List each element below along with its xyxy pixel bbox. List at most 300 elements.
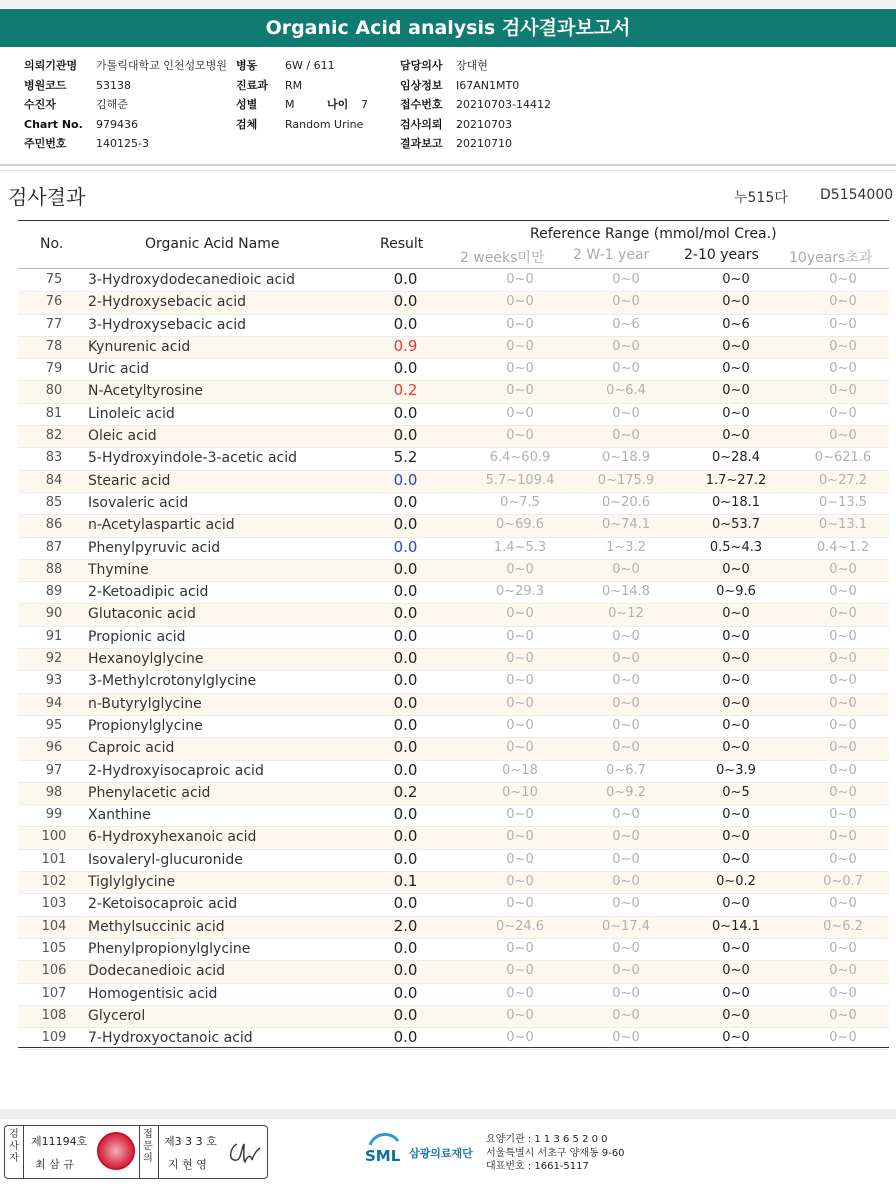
organic-acid-name: 2-Ketoisocaproic acid bbox=[88, 896, 238, 913]
info-label: 결과보고 bbox=[400, 137, 443, 150]
info-value: 가톨릭대학교 인천성모병원 bbox=[96, 59, 228, 72]
info-value: 장대현 bbox=[456, 59, 488, 72]
range-under-2-weeks: 0~0 bbox=[506, 628, 534, 644]
range-over-10y: 0~0 bbox=[829, 338, 857, 354]
row-number: 81 bbox=[45, 405, 63, 421]
organic-acid-name: Propionylglycine bbox=[88, 717, 203, 734]
info-row bbox=[24, 115, 227, 135]
header-result: Result bbox=[380, 236, 424, 252]
info-label: 병원코드 bbox=[24, 78, 67, 92]
table-row bbox=[18, 404, 889, 426]
range-under-2-weeks: 0~0 bbox=[506, 294, 534, 310]
table-row bbox=[18, 582, 889, 604]
table-row bbox=[18, 560, 889, 582]
table-row bbox=[18, 1006, 889, 1028]
range-over-10y: 0~13.5 bbox=[818, 494, 868, 510]
range-2-10y: 0~0 bbox=[722, 717, 750, 733]
row-number: 99 bbox=[45, 807, 63, 823]
top-band bbox=[0, 0, 896, 8]
range-under-2-weeks: 0~0 bbox=[506, 428, 534, 444]
range-over-10y: 0~0 bbox=[829, 294, 857, 310]
range-under-2-weeks: 0~0 bbox=[506, 383, 534, 399]
range-over-10y: 0~0 bbox=[829, 1030, 857, 1046]
divider bbox=[0, 170, 896, 171]
range-over-10y: 0~0 bbox=[829, 851, 857, 867]
table-row bbox=[18, 694, 889, 716]
result-value: 0.0 bbox=[393, 983, 418, 1002]
range-under-2-weeks: 0~10 bbox=[502, 784, 538, 800]
patient-info-col3 bbox=[400, 56, 551, 154]
range-2w-1y: 0~0 bbox=[612, 963, 640, 979]
result-value: 0.0 bbox=[393, 827, 418, 846]
result-value: 0.2 bbox=[393, 381, 418, 400]
result-value: 0.0 bbox=[393, 894, 418, 913]
range-2w-1y: 0~0 bbox=[612, 695, 640, 711]
footer-band bbox=[0, 1109, 896, 1119]
signer2-role: 접문의 bbox=[143, 1129, 153, 1164]
row-number: 83 bbox=[45, 450, 63, 466]
info-label: 의뢰기관명 bbox=[24, 59, 78, 72]
result-value: 0.0 bbox=[393, 582, 418, 601]
range-2w-1y: 0~6.4 bbox=[606, 383, 646, 399]
table-row bbox=[18, 649, 889, 671]
table-row bbox=[18, 984, 889, 1006]
range-under-2-weeks: 0~0 bbox=[506, 651, 534, 667]
range-2w-1y: 0~0 bbox=[612, 673, 640, 689]
range-over-10y: 0~0 bbox=[829, 717, 857, 733]
table-row bbox=[18, 627, 889, 649]
range-2w-1y: 0~0 bbox=[612, 561, 640, 577]
range-over-10y: 0~621.6 bbox=[814, 450, 872, 466]
range-over-10y: 0~0 bbox=[829, 651, 857, 667]
range-2w-1y: 0~0 bbox=[612, 985, 640, 1001]
range-2w-1y: 0~0 bbox=[612, 338, 640, 354]
info-value: I67AN1MT0 bbox=[456, 78, 520, 92]
range-2-10y: 0~14.1 bbox=[711, 918, 761, 934]
range-under-2-weeks: 0~0 bbox=[506, 1030, 534, 1046]
result-value: 0.0 bbox=[393, 626, 418, 645]
range-under-2-weeks: 0~24.6 bbox=[495, 918, 545, 934]
range-2w-1y: 0~17.4 bbox=[601, 918, 651, 934]
table-row bbox=[18, 872, 889, 894]
result-value: 0.0 bbox=[393, 715, 418, 734]
info-label: 병동 bbox=[236, 59, 258, 72]
range-2w-1y: 0~0 bbox=[612, 651, 640, 667]
range-2w-1y: 0~175.9 bbox=[597, 472, 655, 488]
organic-acid-name: N-Acetyltyrosine bbox=[88, 383, 203, 400]
organic-acid-name: 2-Hydroxyisocaproic acid bbox=[88, 762, 264, 779]
range-under-2-weeks: 0~0 bbox=[506, 561, 534, 577]
range-under-2-weeks: 0~0 bbox=[506, 807, 534, 823]
range-under-2-weeks: 0~0 bbox=[506, 829, 534, 845]
row-number: 94 bbox=[45, 695, 63, 711]
info-value: M bbox=[285, 98, 295, 111]
range-2-10y: 0~0 bbox=[722, 1030, 750, 1046]
range-over-10y: 0~0 bbox=[829, 673, 857, 689]
result-value: 5.2 bbox=[393, 448, 418, 467]
range-2w-1y: 0~0 bbox=[612, 851, 640, 867]
row-number: 76 bbox=[45, 294, 63, 310]
patient-info-col1 bbox=[24, 56, 227, 154]
range-2-10y: 0.5~4.3 bbox=[709, 539, 763, 555]
range-2w-1y: 0~0 bbox=[612, 740, 640, 756]
range-over-10y: 0~0 bbox=[829, 896, 857, 912]
range-under-2-weeks: 0~0 bbox=[506, 740, 534, 756]
range-2w-1y: 0~0 bbox=[612, 272, 640, 287]
organic-acid-name: n-Acetylaspartic acid bbox=[88, 517, 235, 534]
row-number: 106 bbox=[41, 963, 67, 979]
range-under-2-weeks: 0~0 bbox=[506, 963, 534, 979]
table-row bbox=[18, 961, 889, 983]
organic-acid-name: Homogentisic acid bbox=[88, 985, 218, 1002]
organic-acid-name: Linoleic acid bbox=[88, 405, 175, 422]
info-row bbox=[236, 76, 368, 96]
table-row bbox=[18, 315, 889, 337]
header-reference: Reference Range (mmol/mol Crea.) bbox=[530, 226, 777, 242]
range-2-10y: 0~0 bbox=[722, 428, 750, 444]
signer2-name: 지 현 영 bbox=[168, 1158, 207, 1171]
range-under-2-weeks: 0~7.5 bbox=[500, 494, 540, 510]
result-value: 0.0 bbox=[393, 1028, 418, 1047]
info-row bbox=[24, 76, 227, 96]
info-value: 20210703 bbox=[456, 117, 512, 131]
range-2-10y: 0~0 bbox=[722, 1007, 750, 1023]
range-under-2-weeks: 0~0 bbox=[506, 940, 534, 956]
info-value: RM bbox=[285, 78, 303, 92]
sml-logo-icon bbox=[364, 1131, 404, 1171]
row-number: 105 bbox=[41, 940, 67, 956]
range-2w-1y: 0~0 bbox=[612, 361, 640, 377]
organic-acid-name: Dodecanedioic acid bbox=[88, 963, 226, 980]
range-2-10y: 0~0 bbox=[722, 405, 750, 421]
row-number: 87 bbox=[45, 539, 63, 555]
table-row bbox=[18, 894, 889, 916]
range-2-10y: 0~0 bbox=[722, 673, 750, 689]
organic-acid-name: 3-Methylcrotonylglycine bbox=[88, 673, 257, 690]
range-over-10y: 0~6.2 bbox=[823, 918, 863, 934]
result-value: 0.0 bbox=[393, 492, 418, 511]
table-row bbox=[18, 671, 889, 693]
range-over-10y: 0~0 bbox=[829, 316, 857, 332]
organic-acid-name: Glycerol bbox=[88, 1007, 146, 1024]
range-2w-1y: 0~74.1 bbox=[601, 517, 651, 533]
range-2-10y: 0~3.9 bbox=[716, 762, 756, 778]
range-over-10y: 0~0 bbox=[829, 383, 857, 399]
info-value: Random Urine bbox=[285, 117, 364, 131]
row-number: 86 bbox=[45, 517, 63, 533]
result-value: 0.0 bbox=[393, 693, 418, 712]
info-value: 김해준 bbox=[96, 98, 128, 111]
range-2-10y: 0~0 bbox=[722, 361, 750, 377]
info-value: 20210703-14412 bbox=[456, 98, 551, 111]
table-row bbox=[18, 783, 889, 805]
address-line: 대표번호 : 1661-5117 bbox=[486, 1161, 589, 1172]
range-2-10y: 0~0 bbox=[722, 896, 750, 912]
signature-icon bbox=[225, 1138, 263, 1168]
organization-name: 삼광의료재단 bbox=[409, 1147, 473, 1160]
range-2-10y: 0~0 bbox=[722, 628, 750, 644]
result-value: 0.0 bbox=[393, 1005, 418, 1024]
header-name: Organic Acid Name bbox=[145, 236, 280, 252]
divider bbox=[139, 1126, 140, 1178]
result-value: 0.0 bbox=[393, 805, 418, 824]
header-range-1: 2 weeks미만 bbox=[460, 250, 545, 266]
range-2w-1y: 0~12 bbox=[608, 606, 644, 622]
range-over-10y: 0~0 bbox=[829, 695, 857, 711]
range-2-10y: 0~0 bbox=[722, 383, 750, 399]
result-value: 0.0 bbox=[393, 938, 418, 957]
row-number: 91 bbox=[45, 628, 63, 644]
range-2-10y: 0~0 bbox=[722, 338, 750, 354]
organic-acid-name: Xanthine bbox=[88, 807, 151, 824]
range-under-2-weeks: 0~0 bbox=[506, 272, 534, 287]
range-over-10y: 0~0 bbox=[829, 829, 857, 845]
table-row bbox=[18, 604, 889, 626]
result-value: 0.0 bbox=[393, 403, 418, 422]
row-number: 82 bbox=[45, 428, 63, 444]
range-2w-1y: 0~0 bbox=[612, 829, 640, 845]
row-number: 103 bbox=[41, 896, 67, 912]
organic-acid-name: Kynurenic acid bbox=[88, 338, 191, 355]
organic-acid-name: Tiglylglycine bbox=[88, 874, 176, 891]
result-value: 0.2 bbox=[393, 782, 418, 801]
info-label: 주민번호 bbox=[24, 137, 67, 150]
result-value: 0.9 bbox=[393, 336, 418, 355]
range-2-10y: 0~53.7 bbox=[711, 517, 761, 533]
info-row bbox=[400, 56, 551, 76]
divider bbox=[158, 1126, 159, 1178]
result-value: 0.0 bbox=[393, 604, 418, 623]
info-value: 53138 bbox=[96, 78, 131, 92]
range-2-10y: 0~18.1 bbox=[711, 494, 761, 510]
range-under-2-weeks: 1.4~5.3 bbox=[493, 539, 547, 555]
table-row bbox=[18, 850, 889, 872]
range-2-10y: 0~0 bbox=[722, 829, 750, 845]
range-2w-1y: 0~20.6 bbox=[601, 494, 651, 510]
table-row bbox=[18, 515, 889, 537]
range-over-10y: 0~0 bbox=[829, 807, 857, 823]
range-over-10y: 0~0 bbox=[829, 361, 857, 377]
row-number: 97 bbox=[45, 762, 63, 778]
range-under-2-weeks: 0~0 bbox=[506, 1007, 534, 1023]
row-number: 96 bbox=[45, 740, 63, 756]
range-2w-1y: 0~0 bbox=[612, 717, 640, 733]
range-2-10y: 0~0 bbox=[722, 807, 750, 823]
result-value: 0.0 bbox=[393, 671, 418, 690]
row-number: 102 bbox=[41, 874, 67, 890]
table-row bbox=[18, 381, 889, 403]
age-label: 나이 bbox=[327, 98, 349, 111]
patient-info-col2 bbox=[236, 56, 368, 134]
organic-acid-name: 2-Ketoadipic acid bbox=[88, 584, 209, 601]
row-number: 78 bbox=[45, 338, 63, 354]
range-2-10y: 0~0 bbox=[722, 272, 750, 287]
report-title: Organic Acid analysis 검사결과보고서 bbox=[0, 9, 896, 47]
info-row bbox=[24, 134, 227, 154]
range-2w-1y: 0~0 bbox=[612, 1007, 640, 1023]
row-number: 85 bbox=[45, 494, 63, 510]
range-under-2-weeks: 6.4~60.9 bbox=[489, 450, 551, 466]
code-label: D5154000 bbox=[820, 187, 894, 203]
range-over-10y: 0~13.1 bbox=[818, 517, 868, 533]
table-row bbox=[18, 761, 889, 783]
info-row bbox=[24, 56, 227, 76]
result-value: 0.0 bbox=[393, 470, 418, 489]
logo-mark: SML bbox=[365, 1147, 401, 1165]
info-row bbox=[236, 56, 368, 76]
range-2-10y: 0~0 bbox=[722, 651, 750, 667]
range-2w-1y: 0~9.2 bbox=[606, 784, 646, 800]
result-value: 0.1 bbox=[393, 872, 418, 891]
organic-acid-name: Oleic acid bbox=[88, 428, 157, 445]
range-2-10y: 0~0 bbox=[722, 695, 750, 711]
signer1-name: 최 삼 규 bbox=[35, 1158, 74, 1171]
row-number: 108 bbox=[41, 1007, 67, 1023]
table-row bbox=[18, 337, 889, 359]
range-under-2-weeks: 0~69.6 bbox=[495, 517, 545, 533]
result-value: 0.0 bbox=[393, 426, 418, 445]
range-2w-1y: 0~0 bbox=[612, 405, 640, 421]
range-2w-1y: 0~6 bbox=[612, 316, 640, 332]
table-row bbox=[18, 270, 889, 292]
table-bottom-rule bbox=[18, 1047, 889, 1048]
table-row bbox=[18, 426, 889, 448]
range-under-2-weeks: 0~18 bbox=[502, 762, 538, 778]
range-2-10y: 0~0.2 bbox=[716, 874, 756, 890]
table-row bbox=[18, 493, 889, 515]
organic-acid-name: 7-Hydroxyoctanoic acid bbox=[88, 1030, 253, 1047]
range-2w-1y: 0~0 bbox=[612, 874, 640, 890]
range-under-2-weeks: 0~0 bbox=[506, 316, 534, 332]
range-2w-1y: 0~14.8 bbox=[601, 584, 651, 600]
organic-acid-name: Thymine bbox=[88, 561, 149, 578]
range-under-2-weeks: 0~0 bbox=[506, 338, 534, 354]
info-label: 검체 bbox=[236, 117, 258, 131]
row-number: 90 bbox=[45, 606, 63, 622]
info-label: 수진자 bbox=[24, 98, 56, 111]
result-value: 0.0 bbox=[393, 292, 418, 311]
range-2-10y: 0~9.6 bbox=[716, 584, 756, 600]
range-under-2-weeks: 0~0 bbox=[506, 896, 534, 912]
info-row bbox=[400, 115, 551, 135]
row-number: 80 bbox=[45, 383, 63, 399]
range-under-2-weeks: 0~0 bbox=[506, 985, 534, 1001]
range-2w-1y: 0~0 bbox=[612, 896, 640, 912]
organic-acid-name: n-Butyrylglycine bbox=[88, 695, 202, 712]
range-under-2-weeks: 0~0 bbox=[506, 874, 534, 890]
signer2-license: 제3 3 3 호 bbox=[164, 1135, 217, 1148]
info-row bbox=[400, 95, 551, 115]
info-label: 임상정보 bbox=[400, 78, 443, 92]
result-value: 0.0 bbox=[393, 738, 418, 757]
range-2w-1y: 1~3.2 bbox=[606, 539, 646, 555]
range-over-10y: 0~0 bbox=[829, 272, 857, 287]
info-row bbox=[236, 95, 368, 115]
range-over-10y: 0~0 bbox=[829, 784, 857, 800]
range-over-10y: 0~0 bbox=[829, 762, 857, 778]
range-over-10y: 0~0 bbox=[829, 1007, 857, 1023]
row-number: 79 bbox=[45, 361, 63, 377]
table-row bbox=[18, 538, 889, 560]
organic-acid-name: Uric acid bbox=[88, 361, 150, 378]
range-under-2-weeks: 0~0 bbox=[506, 695, 534, 711]
organic-acid-name: Stearic acid bbox=[88, 472, 171, 489]
table-row bbox=[18, 827, 889, 849]
info-label: Chart No. bbox=[24, 117, 83, 131]
result-value: 0.0 bbox=[393, 537, 418, 556]
table-row bbox=[18, 738, 889, 760]
range-over-10y: 0~0 bbox=[829, 428, 857, 444]
info-row bbox=[400, 134, 551, 154]
range-over-10y: 0~0 bbox=[829, 940, 857, 956]
table-top-rule bbox=[18, 220, 889, 221]
organic-acid-name: Caproic acid bbox=[88, 740, 175, 757]
organization-address bbox=[486, 1133, 625, 1174]
range-under-2-weeks: 0~29.3 bbox=[495, 584, 545, 600]
results-table-body bbox=[18, 270, 889, 1050]
range-under-2-weeks: 0~0 bbox=[506, 673, 534, 689]
header-range-3: 2-10 years bbox=[684, 247, 759, 263]
age-value: 7 bbox=[361, 98, 368, 111]
range-2w-1y: 0~6.7 bbox=[606, 762, 646, 778]
result-value: 0.0 bbox=[393, 515, 418, 534]
result-value: 0.0 bbox=[393, 359, 418, 378]
range-over-10y: 0~0 bbox=[829, 561, 857, 577]
info-row bbox=[236, 115, 368, 135]
table-row bbox=[18, 448, 889, 470]
row-number: 101 bbox=[41, 851, 67, 867]
code-label: 누515다 bbox=[734, 190, 788, 206]
organic-acid-name: 3-Hydroxydodecanedioic acid bbox=[88, 272, 295, 288]
range-over-10y: 0~0 bbox=[829, 405, 857, 421]
range-2-10y: 0~6 bbox=[722, 316, 750, 332]
divider bbox=[0, 164, 896, 166]
organic-acid-name: Propionic acid bbox=[88, 628, 186, 645]
divider bbox=[23, 1126, 24, 1178]
range-2w-1y: 0~18.9 bbox=[601, 450, 651, 466]
result-value: 0.0 bbox=[393, 270, 418, 288]
row-number: 84 bbox=[45, 472, 63, 488]
table-row bbox=[18, 471, 889, 493]
table-row bbox=[18, 359, 889, 381]
range-2-10y: 0~0 bbox=[722, 294, 750, 310]
range-under-2-weeks: 0~0 bbox=[506, 361, 534, 377]
range-over-10y: 0~0 bbox=[829, 963, 857, 979]
row-number: 89 bbox=[45, 584, 63, 600]
organic-acid-name: Phenylpropionylglycine bbox=[88, 940, 251, 957]
organic-acid-name: 2-Hydroxysebacic acid bbox=[88, 294, 246, 311]
range-under-2-weeks: 0~0 bbox=[506, 851, 534, 867]
info-value: 140125-3 bbox=[96, 137, 149, 150]
range-2w-1y: 0~0 bbox=[612, 940, 640, 956]
row-number: 75 bbox=[45, 272, 63, 287]
organic-acid-name: Methylsuccinic acid bbox=[88, 918, 225, 935]
signature-box bbox=[4, 1125, 268, 1179]
signer1-license: 제11194호 bbox=[31, 1135, 88, 1148]
row-number: 104 bbox=[41, 918, 67, 934]
header-no: No. bbox=[40, 236, 64, 252]
range-2-10y: 0~0 bbox=[722, 561, 750, 577]
range-2-10y: 0~0 bbox=[722, 985, 750, 1001]
organic-acid-name: Isovaleric acid bbox=[88, 494, 189, 511]
organic-acid-name: Isovaleryl-glucuronide bbox=[88, 851, 243, 868]
range-over-10y: 0~0 bbox=[829, 584, 857, 600]
range-2-10y: 0~0 bbox=[722, 963, 750, 979]
result-value: 2.0 bbox=[393, 916, 418, 935]
range-2-10y: 1.7~27.2 bbox=[705, 472, 767, 488]
row-number: 100 bbox=[41, 829, 67, 845]
address-line: 요양기관 : 1 1 3 6 5 2 0 0 bbox=[486, 1134, 608, 1145]
